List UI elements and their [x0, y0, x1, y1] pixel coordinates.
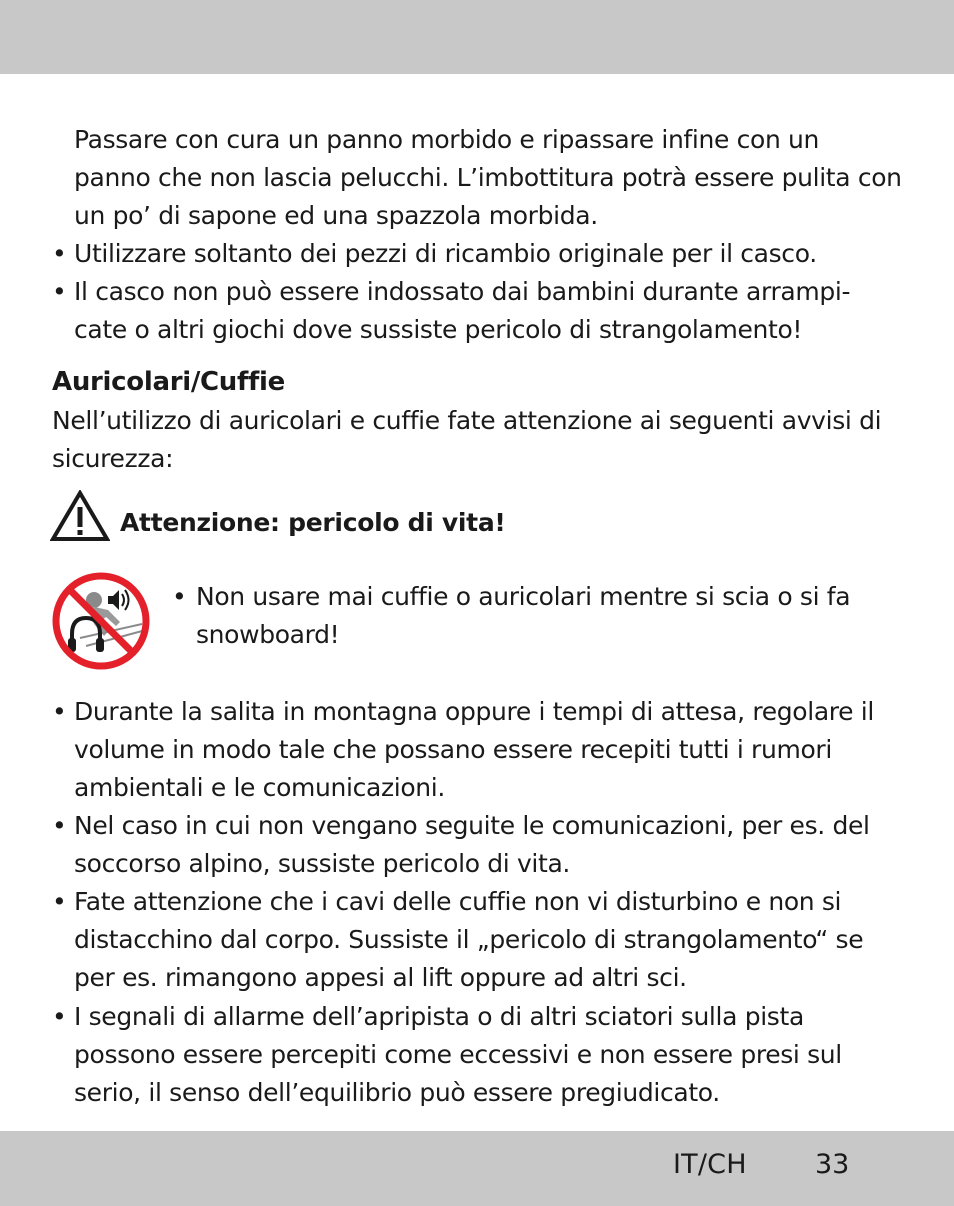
list-item: soccorso alpino, sussiste pericolo di vita.	[74, 849, 571, 878]
list-item: Nel caso in cui non vengano seguite le comunicazioni, per es. del	[74, 811, 870, 840]
list-item: Il casco non può essere indossato dai bambini durante arrampi-	[74, 277, 851, 306]
page-number: 33	[815, 1149, 850, 1180]
header-band	[0, 0, 954, 74]
warning-text: Attenzione: pericolo di vita!	[120, 508, 506, 537]
section-intro: Nell’utilizzo di auricolari e cuffie fate attenzione ai seguenti avvisi di	[52, 406, 882, 435]
list-item: volume in modo tale che possano essere recepiti tutti i rumori	[74, 735, 832, 764]
bullet-marker: •	[52, 887, 67, 916]
footer-band	[0, 1131, 954, 1206]
list-item: distacchino dal corpo. Sussiste il „pericolo di strangolamento“ se	[74, 925, 864, 954]
prohibition-text: snowboard!	[196, 620, 340, 649]
list-item: Durante la salita in montagna oppure i tempi di attesa, regolare il	[74, 697, 874, 726]
list-item: Utilizzare soltanto dei pezzi di ricambio originale per il casco.	[74, 239, 817, 268]
section-heading: Auricolari/Cuffie	[52, 367, 285, 397]
section-intro: sicurezza:	[52, 444, 174, 473]
list-item: cate o altri giochi dove sussiste pericolo di strangolamento!	[74, 315, 803, 344]
warning-triangle-icon	[50, 490, 110, 542]
prohibition-text: Non usare mai cuffie o auricolari mentre si scia o si fa	[196, 582, 851, 611]
no-headphones-skiing-icon	[50, 570, 152, 672]
footer-language: IT/CH	[673, 1149, 747, 1180]
bullet-marker: •	[52, 239, 67, 268]
list-item: I segnali di allarme dell’apripista o di altri sciatori sulla pista	[74, 1002, 804, 1031]
bullet-marker: •	[52, 697, 67, 726]
list-item: serio, il senso dell’equilibrio può essere pregiudicato.	[74, 1078, 720, 1107]
bullet-marker: •	[172, 582, 187, 611]
bullet-marker: •	[52, 811, 67, 840]
list-item: per es. rimangono appesi al lift oppure ad altri sci.	[74, 963, 687, 992]
list-item: Fate attenzione che i cavi delle cuffie non vi disturbino e non si	[74, 887, 842, 916]
bullet-marker: •	[52, 1002, 67, 1031]
list-item: possono essere percepiti come eccessivi e non essere presi sul	[74, 1040, 842, 1069]
text-line: Passare con cura un panno morbido e ripassare infine con un	[74, 125, 820, 154]
list-item: ambientali e le comunicazioni.	[74, 773, 445, 802]
text-line: un po’ di sapone ed una spazzola morbida.	[74, 201, 598, 230]
text-line: panno che non lascia pelucchi. L’imbottitura potrà essere pulita con	[74, 163, 902, 192]
bullet-marker: •	[52, 277, 67, 306]
